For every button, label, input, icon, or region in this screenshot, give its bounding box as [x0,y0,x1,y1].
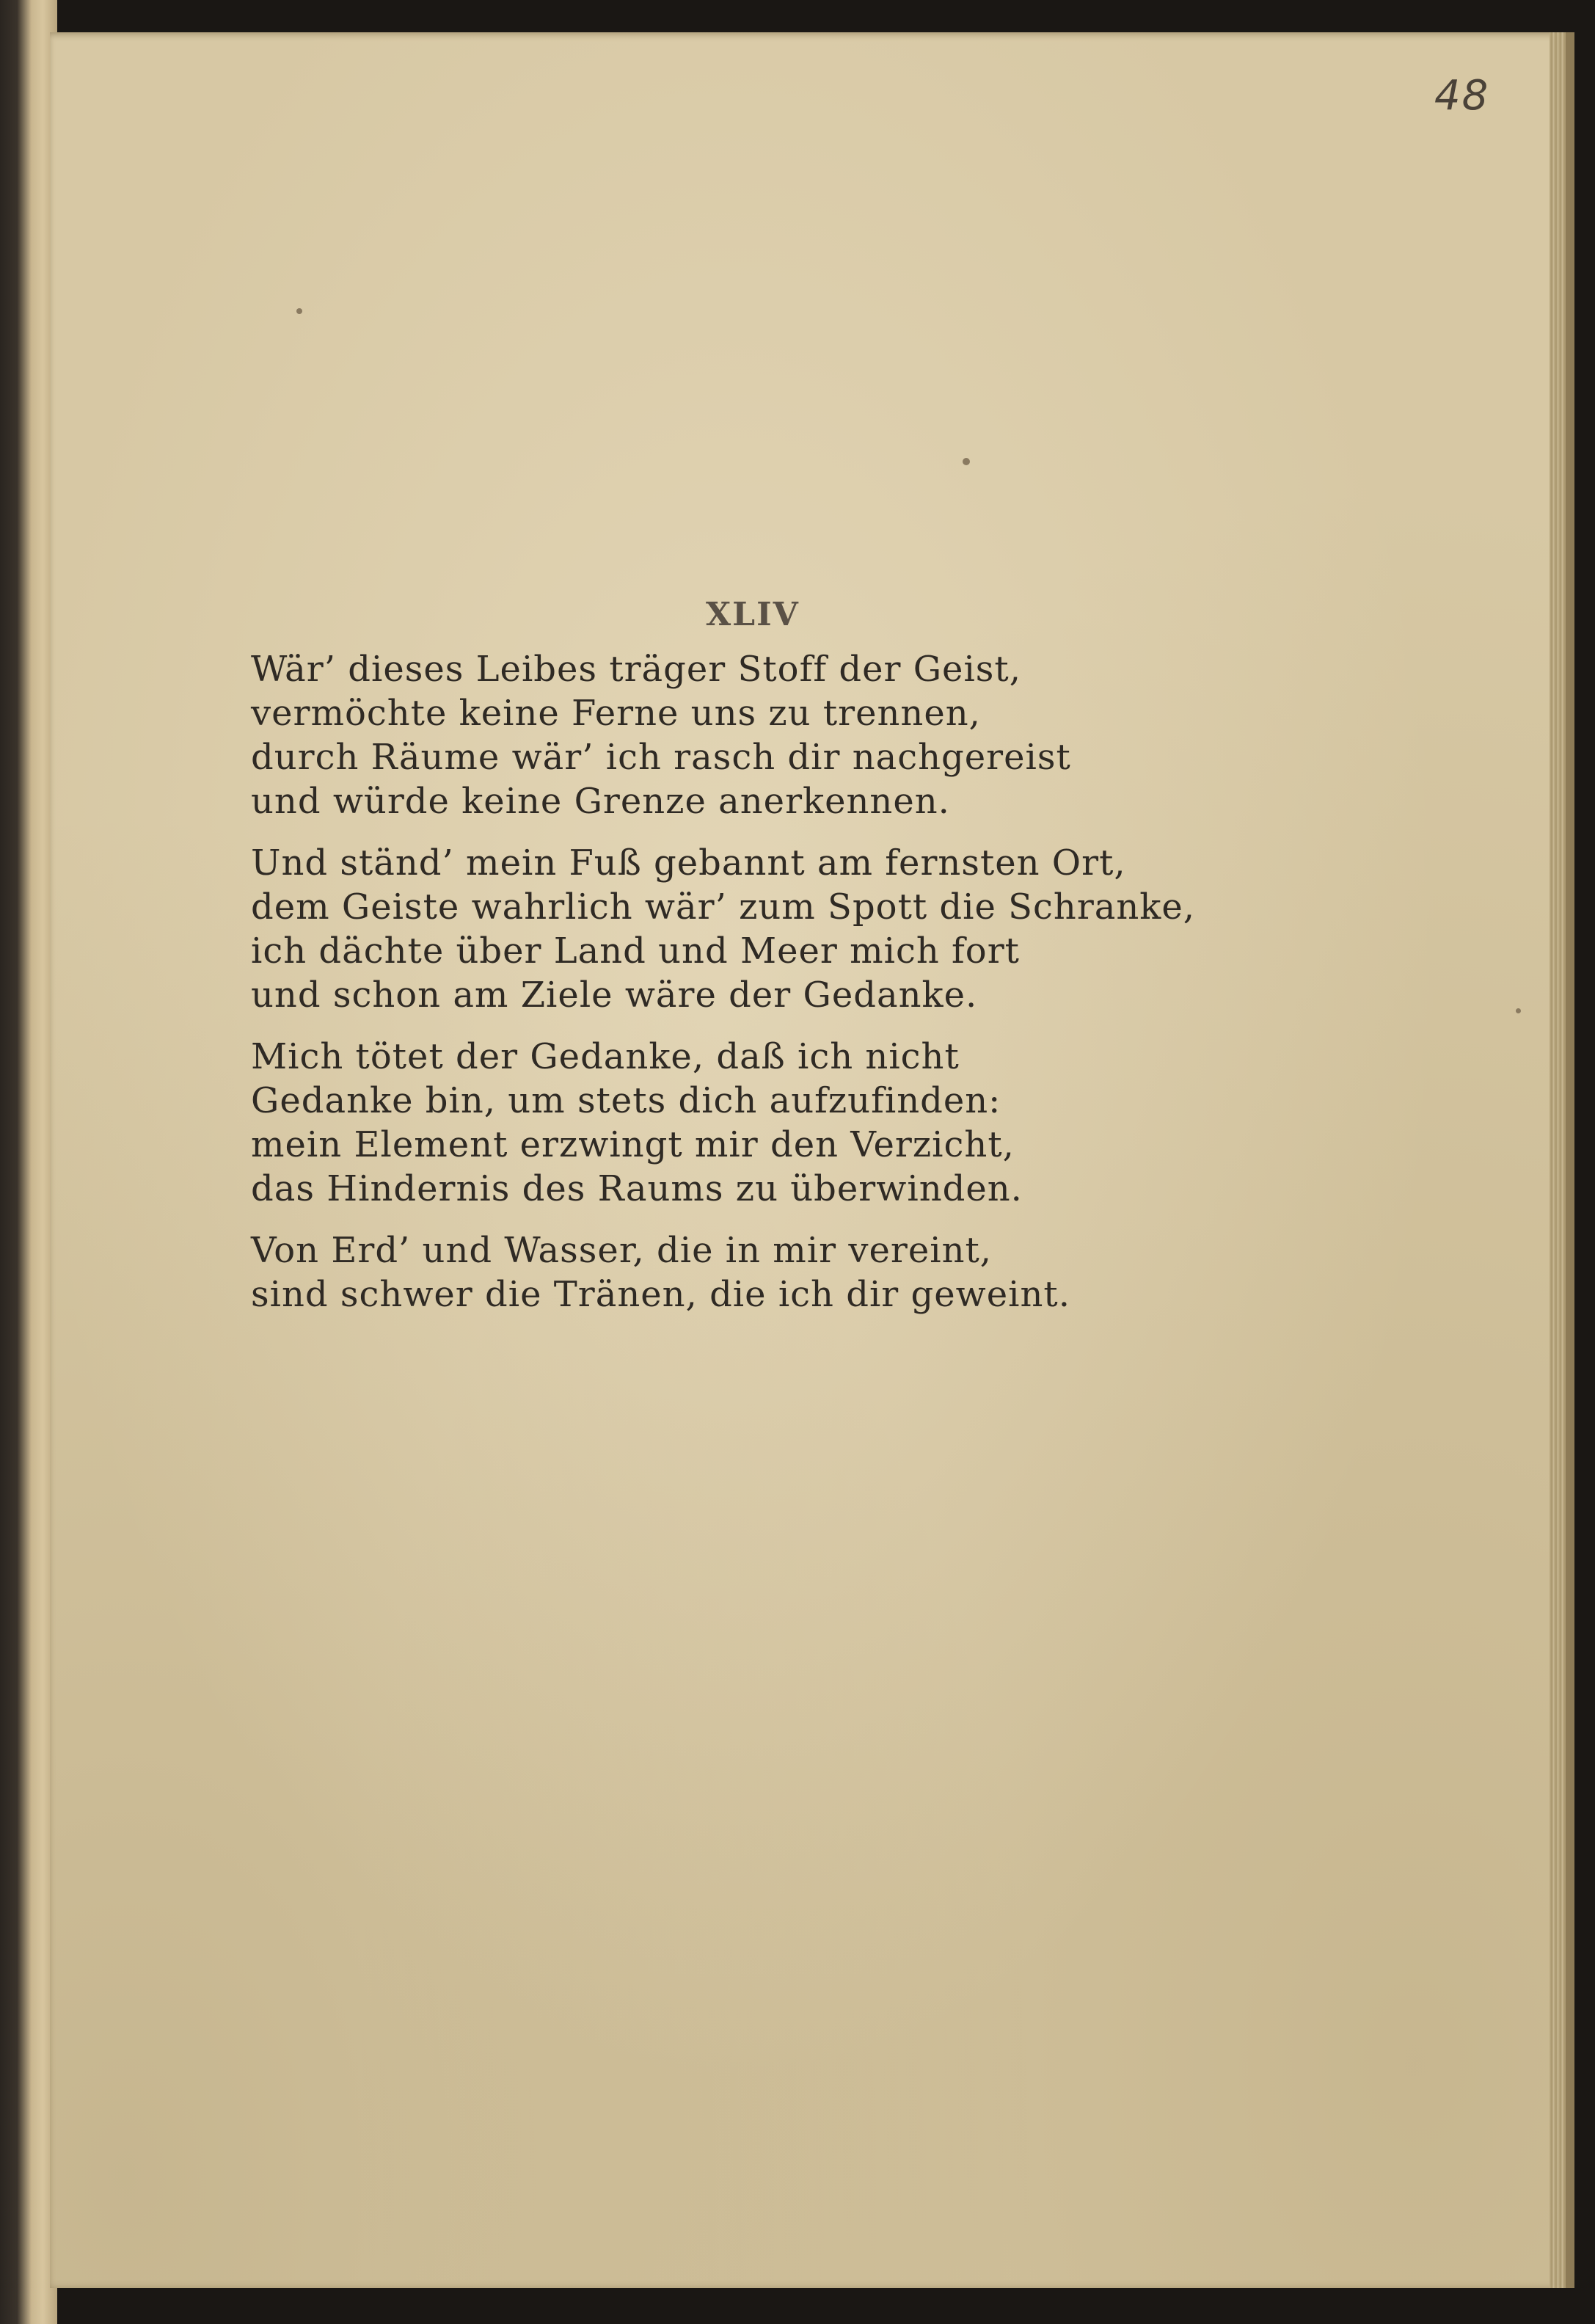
stanza-3 [251,1035,1293,1211]
paper-speck [963,458,970,465]
paper-speck [1516,1008,1521,1013]
poem-line: sind schwer die Tränen, die ich dir geweint. [251,1274,1070,1315]
stanza-4 [251,1228,1293,1316]
poem-line: durch Räume wär’ ich rasch dir nachgereist [251,737,1071,778]
stanza-2 [251,841,1293,1017]
poem-line: Und ständ’ mein Fuß gebannt am fernsten Ort, [251,842,1126,884]
poem-body [251,647,1293,1352]
poem-line: dem Geiste wahrlich wär’ zum Spott die Schranke, [251,886,1196,928]
page-edge-shadow [1566,32,1574,2288]
poem-line: das Hindernis des Raums zu überwinden. [251,1168,1023,1209]
poem-line: Von Erd’ und Wasser, die in mir vereint, [251,1230,993,1271]
book-spine-left [0,0,57,2324]
page-edge-stack [1550,32,1566,2288]
poem-line: Gedanke bin, um stets dich aufzufinden: [251,1080,1001,1121]
poem-line: und schon am Ziele wäre der Gedanke. [251,975,978,1016]
poem-line: Mich tötet der Gedanke, daß ich nicht [251,1036,960,1077]
poem-heading: XLIV [706,596,800,633]
poem-line: und würde keine Grenze anerkennen. [251,781,950,822]
paper-speck [296,308,302,314]
poem-line: mein Element erzwingt mir den Verzicht, [251,1124,1015,1165]
poem-line: vermöchte keine Ferne uns zu trennen, [251,693,981,734]
poem-line: ich dächte über Land und Meer mich fort [251,930,1020,972]
page-number: 48 [1434,72,1490,120]
stanza-1 [251,647,1293,823]
poem-line: Wär’ dieses Leibes träger Stoff der Geist, [251,649,1021,690]
